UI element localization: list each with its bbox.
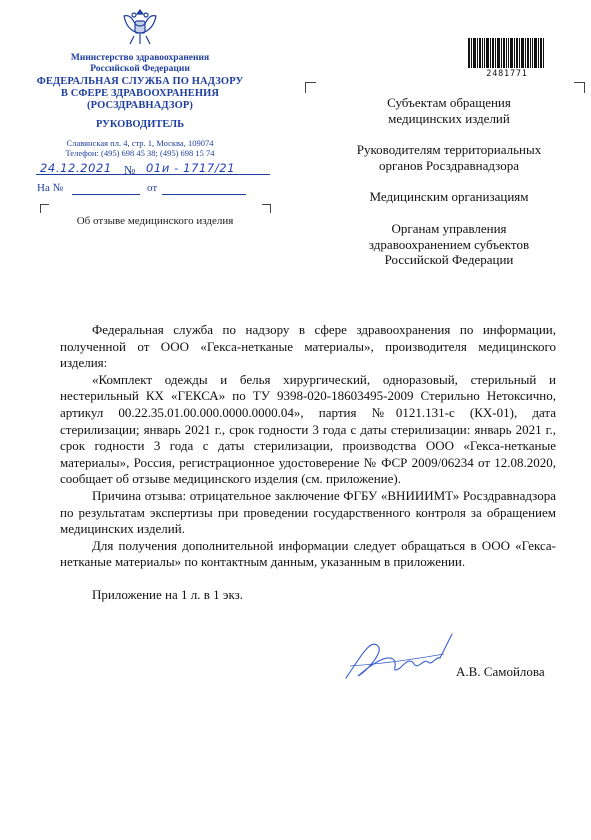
handwritten-signature-icon [340,628,460,686]
ot-date-blank [162,194,246,195]
letter-subject: Об отзыве медицинского изделия [76,215,234,227]
subject-corner-left [40,204,49,213]
ministry-name-line1: Министерство здравоохранения [70,53,210,63]
addressee-1: Субъектам обращения медицинских изделий [387,95,511,126]
service-name-line2: В СФЕРЕ ЗДРАВООХРАНЕНИЯ [60,88,220,99]
address-line1: Славянская пл. 4, стр. 1, Москва, 109074 [66,138,214,148]
body-paragraph-reason: Причина отзыва: отрицательное заключение ФГБУ «ВНИИИМТ» Росздравнадзора по результатам экспертизы при проведении государственного контроля за обращением медицинских изделий. [60,487,556,537]
registration-number: 01и - 1717/21 [146,161,236,175]
coat-of-arms-icon [118,6,162,48]
registration-date: 24.12.2021 [40,161,112,175]
addressee-2: Руководителям территориальных органов Росздравнадзора [356,142,542,173]
barcode-icon [468,38,544,68]
signatory-name: А.В. Самойлова [456,664,545,679]
subject-corner-right [262,204,271,213]
addressee-corner-left [305,82,316,93]
letter-body [60,322,556,604]
addressee-3: Медицинским организациям [369,189,529,204]
head-title: РУКОВОДИТЕЛЬ [95,119,185,130]
ot-label: от [147,182,158,194]
na-number-blank [72,194,140,195]
body-paragraph-product: «Комплект одежды и белья хирургический, одноразовый, стерильный и нестерильный КХ «ГЕКСА» по ТУ 9398-020-18603495-2009 Стерильно Нетоксично, артикул 00.22.35.01.00.000.0000.0000.04», партия №0121.131-с (КХ-01), дата стерилизации; январь 2021 г., срок годности 3 года с даты стерилизации: январь 2021 г., срок годности 3 года с даты стерилизации, производства ООО «Гекса-нетканые материалы», Россия, регистрационное удостоверение № ФСР 2009/06234 от 12.08.2020, сообщает об отзыве медицинского изделия (см. приложение). [60,371,556,487]
attachment-note: Приложение на 1 л. в 1 экз. [92,586,243,602]
addressee-corner-right [574,82,585,93]
number-sign: № [124,163,136,177]
address-line2: Телефон: (495) 698 45 38; (495) 698 15 74 [65,148,215,158]
na-number-label: На № [37,182,64,194]
ministry-name-line2: Российской Федерации [90,64,190,74]
addressee-4: Органам управления здравоохранением субъектов Российской Федерации [368,221,530,267]
service-name-line3: (РОСЗДРАВНАДЗОР) [87,100,193,111]
barcode-number: 2481771 [486,69,528,79]
body-paragraph-intro: Федеральная служба по надзору в сфере здравоохранения по информации, полученной от ООО «Гекса-нетканые материалы», производителя медицинского изделия: [60,322,556,371]
body-paragraph-contact: Для получения дополнительной информации следует обращаться в ООО «Гекса-нетканые материалы» по контактным данным, указанным в приложении. [60,537,556,570]
service-name-line1: ФЕДЕРАЛЬНАЯ СЛУЖБА ПО НАДЗОРУ [36,76,244,87]
